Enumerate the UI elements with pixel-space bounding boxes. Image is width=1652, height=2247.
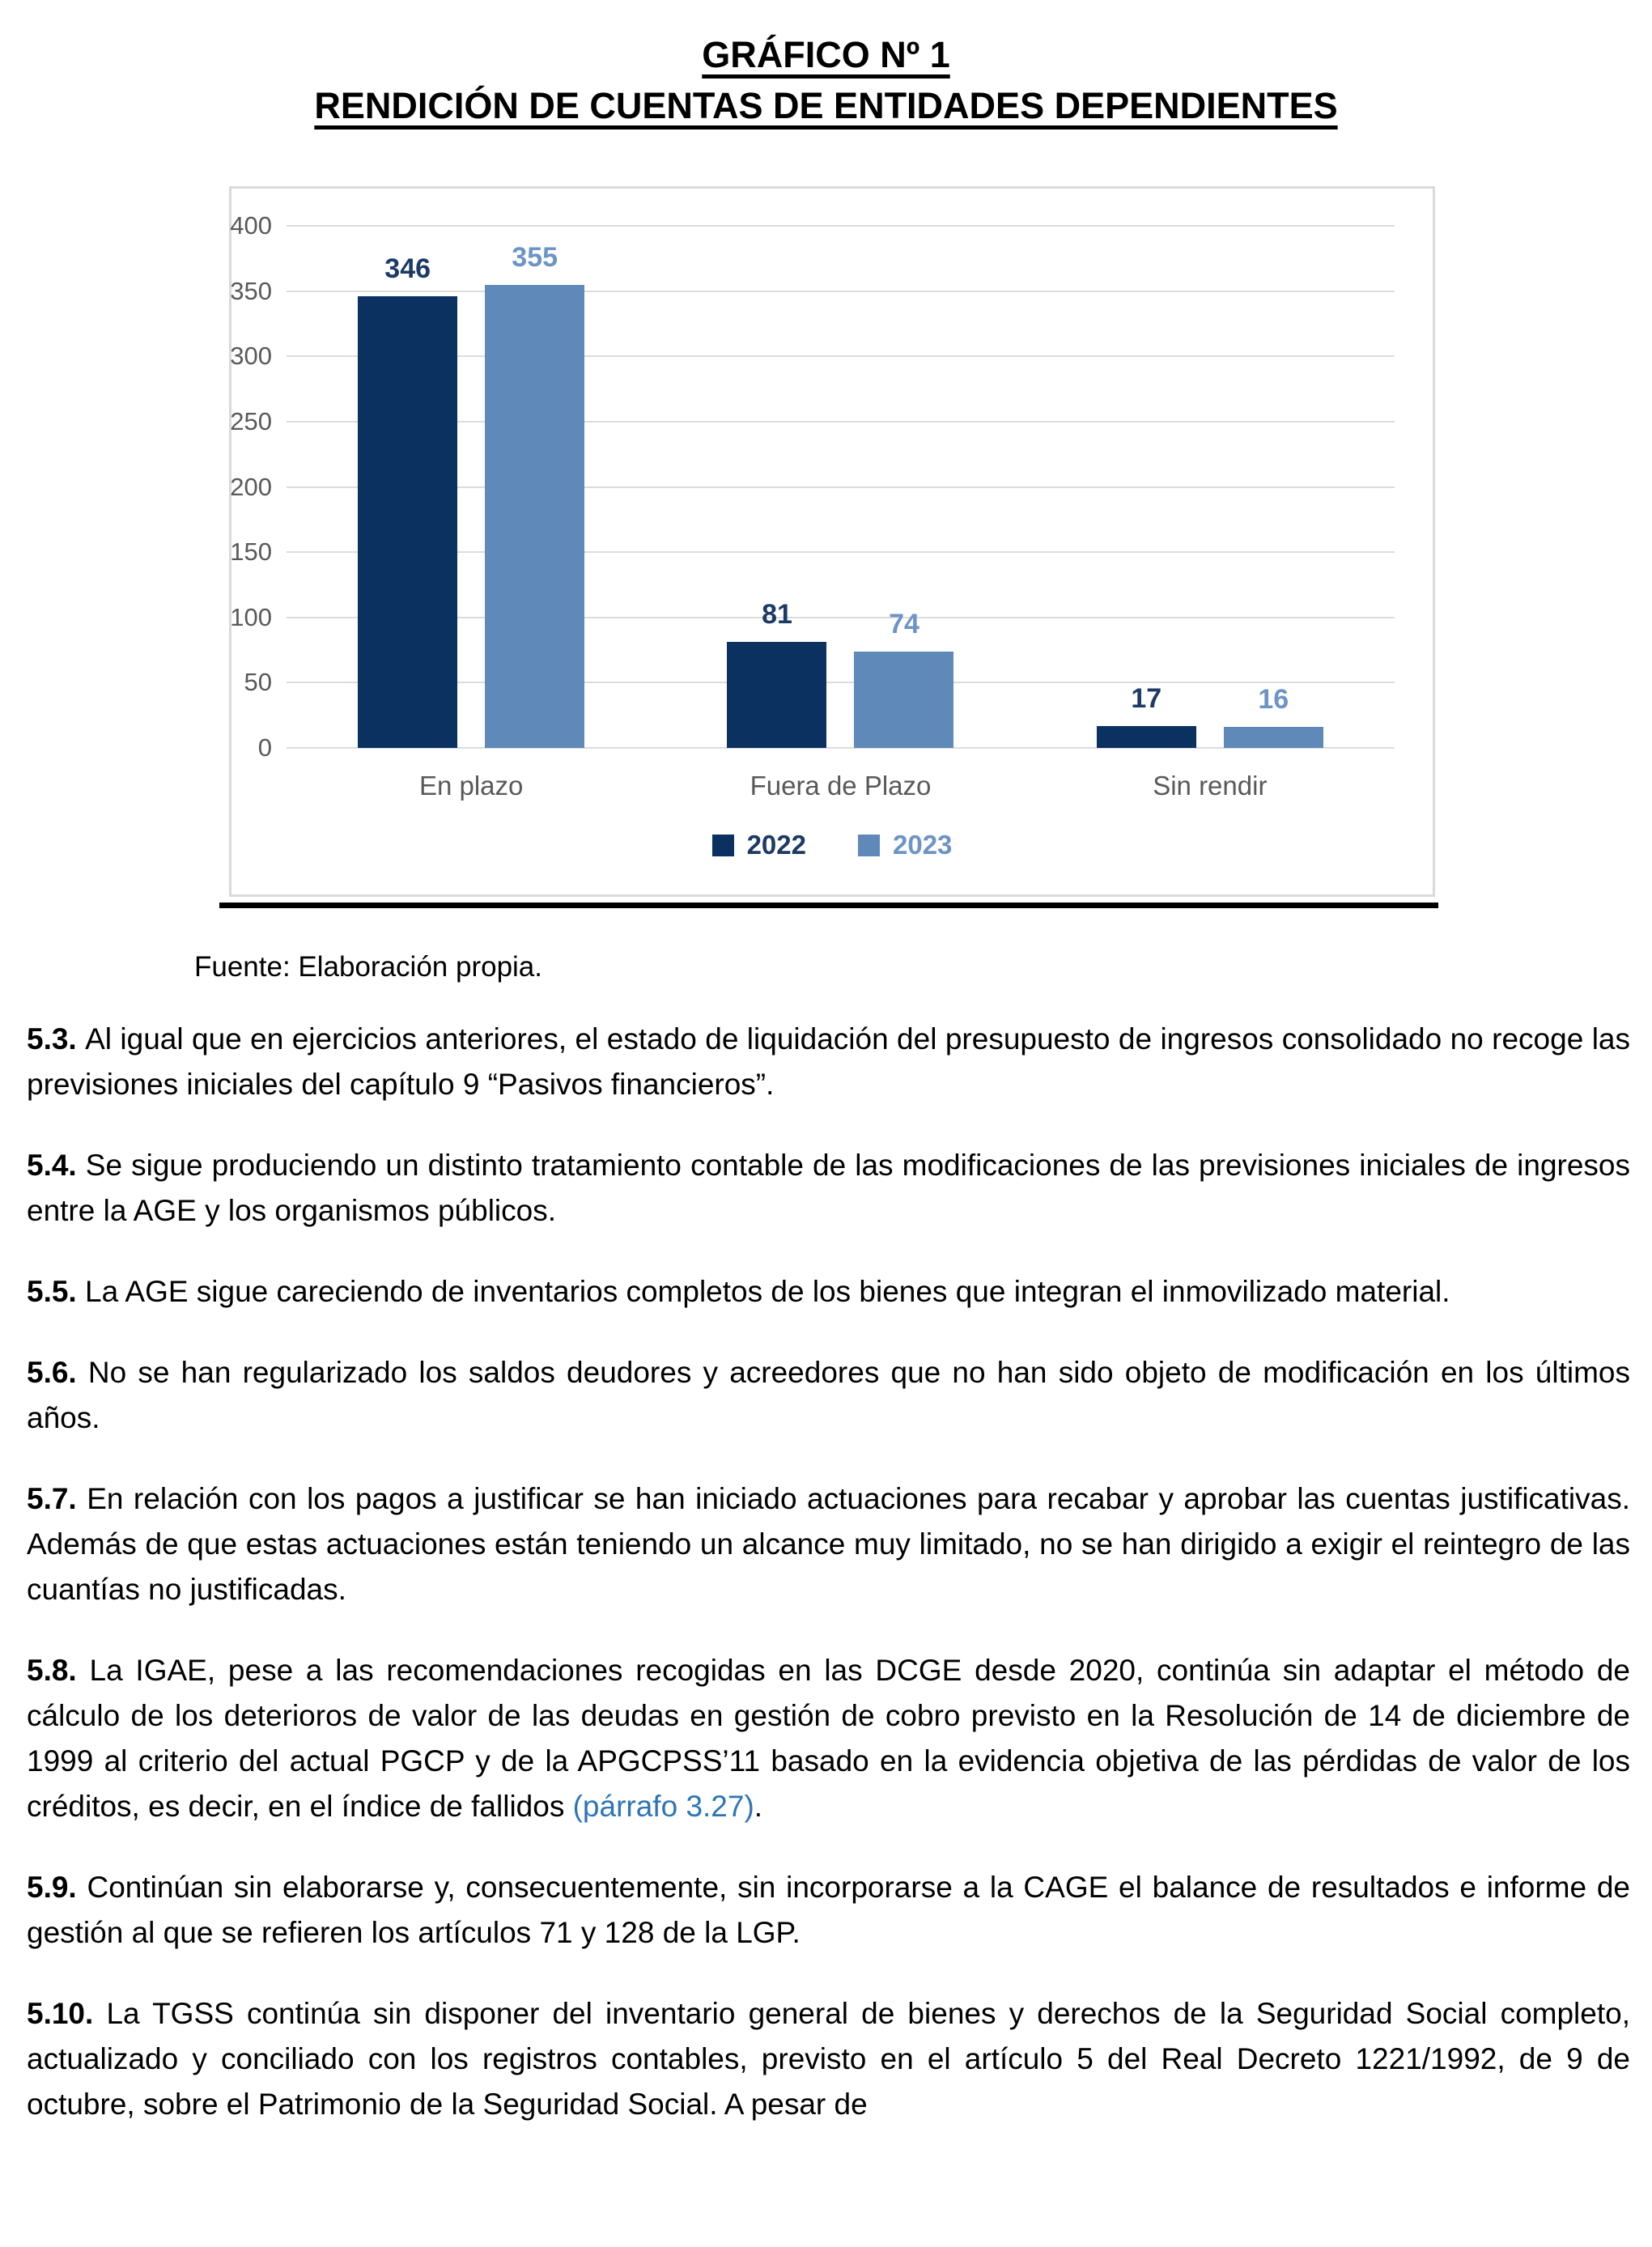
figure-title-line1-text: GRÁFICO Nº 1	[702, 34, 950, 75]
bar-2023-Sin rendir	[1224, 226, 1323, 748]
bar-2022-En plazo	[358, 226, 457, 748]
source-note: Fuente: Elaboración propia.	[194, 951, 542, 983]
y-axis-tick-label: 250	[230, 406, 272, 435]
legend-label: 2022	[746, 830, 806, 860]
paragraph-5-3	[27, 1017, 1630, 1107]
legend-item-2023	[858, 830, 952, 860]
paragraph-text: En relación con los pagos a justificar se han iniciado actuaciones para recabar y aprobar las cuentas justificativas. Además de que estas actuaciones están teniendo un alcance muy limitado, no se han dirigido a exigir el reintegro de las cuantías no justificadas.	[27, 1482, 1630, 1606]
paragraph-number: 5.6.	[27, 1356, 88, 1389]
bar-group-3	[1026, 226, 1395, 748]
x-axis-category-label: Sin rendir	[1153, 771, 1268, 801]
figure-title-line1	[0, 29, 1652, 80]
paragraph-5-4	[27, 1143, 1630, 1234]
paragraph-number: 5.10.	[27, 1997, 107, 2030]
bar-value-label: 355	[512, 241, 558, 273]
y-axis-tick-label: 350	[230, 276, 272, 305]
y-axis-tick-label: 0	[257, 733, 272, 762]
paragraph-text: La IGAE, pese a las recomendaciones recogidas en las DCGE desde 2020, continúa sin adaptar el método de cálculo de los deterioros de valor de las deudas en gestión de cobro previsto en la Resolución de 14 de diciembre de 1999 al criterio del actual PGCP y de la APGCPSS’11 basado en la evidencia objetiva de las pérdidas de valor de los créditos, es decir, en el índice de fallidos	[27, 1654, 1630, 1823]
bar-rect	[358, 296, 457, 748]
figure-bottom-rule	[219, 903, 1438, 908]
paragraph-text: No se han regularizado los saldos deudores y acreedores que no han sido objeto de modificación en los últimos años.	[27, 1356, 1630, 1434]
bar-value-label: 74	[889, 608, 919, 639]
figure-title	[0, 29, 1652, 131]
paragraph-number: 5.8.	[27, 1654, 90, 1687]
paragraph-text: La TGSS continúa sin disponer del inventario general de bienes y derechos de la Seguridad Social completo, actualizado y conciliado con los registros contables, previsto en el artículo 5 del Real Decreto 1221/1992, de 9 de octubre, sobre el Patrimonio de la Seguridad Social. A pesar de	[27, 1997, 1630, 2121]
bar-2022-Sin rendir	[1097, 226, 1196, 748]
cross-reference-link[interactable]: (párrafo 3.27)	[572, 1790, 754, 1823]
legend-label: 2023	[893, 830, 953, 860]
paragraph-number: 5.5.	[27, 1275, 85, 1308]
paragraph-text: .	[754, 1790, 763, 1823]
bar-chart	[229, 186, 1435, 897]
legend-swatch-icon	[712, 835, 734, 856]
bar-rect	[1097, 726, 1196, 748]
paragraph-text: La AGE sigue careciendo de inventarios completos de los bienes que integran el inmovilizado material.	[85, 1275, 1450, 1308]
x-axis-category-label: En plazo	[418, 771, 524, 801]
bar-value-label: 16	[1258, 684, 1289, 716]
paragraph-5-9	[27, 1865, 1630, 1956]
paragraph-text: Al igual que en ejercicios anteriores, el estado de liquidación del presupuesto de ingresos consolidado no recoge las previsiones iniciales del capítulo 9 “Pasivos financieros”.	[27, 1022, 1630, 1101]
bar-value-label: 17	[1131, 682, 1162, 714]
paragraph-number: 5.7.	[27, 1482, 87, 1515]
bar-rect	[854, 652, 953, 748]
chart-plot-area	[230, 211, 1395, 762]
paragraph-5-8	[27, 1648, 1630, 1829]
y-axis-tick-label: 200	[230, 472, 272, 501]
figure-title-line2	[0, 80, 1652, 131]
paragraph-5-6	[27, 1350, 1630, 1441]
y-axis-tick-label: 400	[230, 211, 272, 240]
bar-rect	[1224, 727, 1323, 748]
bar-groups	[287, 226, 1395, 748]
legend-item-2022	[712, 830, 806, 860]
y-axis-tick-label: 150	[230, 537, 272, 567]
y-axis-tick-label: 50	[244, 668, 272, 697]
bar-value-label: 346	[384, 253, 431, 285]
body-text	[27, 1017, 1630, 2163]
x-axis-category-label: Fuera de Plazo	[750, 771, 932, 801]
paragraph-text: Continúan sin elaborarse y, consecuentemente, sin incorporarse a la CAGE el balance de resultados e informe de gestión al que se refieren los artículos 71 y 128 de la LGP.	[27, 1871, 1630, 1949]
x-axis-labels	[287, 771, 1395, 801]
bar-group-2	[656, 226, 1025, 748]
paragraph-5-7	[27, 1476, 1630, 1612]
y-axis-tick-label: 300	[230, 342, 272, 371]
figure-title-line2-text: RENDICIÓN DE CUENTAS DE ENTIDADES DEPENDIENTES	[314, 85, 1338, 126]
bar-value-label: 81	[762, 599, 792, 631]
paragraph-number: 5.9.	[27, 1871, 87, 1904]
paragraph-5-5	[27, 1269, 1630, 1315]
paragraph-5-10	[27, 1991, 1630, 2127]
bar-rect	[727, 642, 826, 748]
bar-2023-En plazo	[485, 226, 584, 748]
paragraph-text: Se sigue produciendo un distinto tratamiento contable de las modificaciones de las previsiones iniciales de ingresos entre la AGE y los organismos públicos.	[27, 1149, 1631, 1227]
bar-2023-Fuera de Plazo	[854, 226, 953, 748]
y-axis-tick-label: 100	[230, 602, 272, 631]
legend-swatch-icon	[858, 835, 880, 856]
bar-rect	[485, 285, 584, 748]
chart-legend	[231, 830, 1433, 860]
bar-2022-Fuera de Plazo	[727, 226, 826, 748]
paragraph-number: 5.4.	[27, 1149, 86, 1182]
paragraph-number: 5.3.	[27, 1022, 86, 1056]
bar-group-1	[287, 226, 656, 748]
